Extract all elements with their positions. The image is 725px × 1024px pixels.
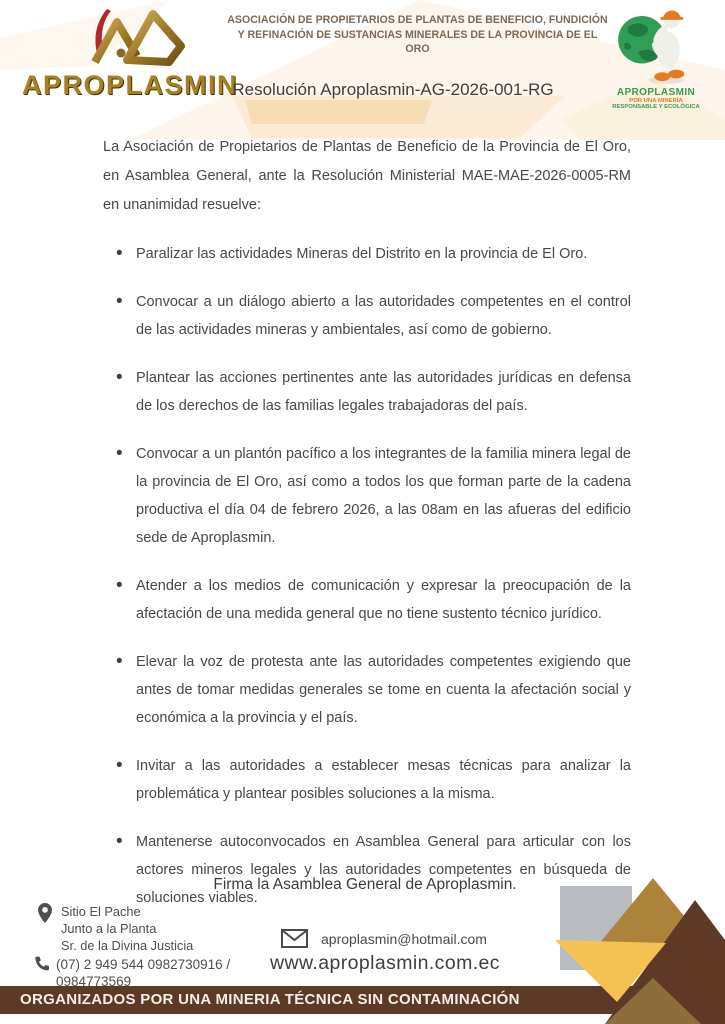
- signature-line: Firma la Asamblea General de Aproplasmin.: [213, 876, 517, 893]
- address-line2: Junto a la Planta: [61, 921, 157, 936]
- logo-wordmark: APROPLASMIN: [22, 70, 239, 100]
- association-name-line2: Y REFINACIÓN DE SUSTANCIAS MINERALES DE LA PROVINCIA DE EL ORO: [237, 28, 598, 55]
- phone-line2: 0984773569: [56, 974, 132, 989]
- address-line1: Sitio El Pache: [61, 904, 141, 919]
- resolution-item: • Paralizar las actividades Mineras del Distrito en la provincia de El Oro.: [116, 240, 631, 268]
- resolution-list: [103, 240, 631, 912]
- eco-logo-tagline1: POR UNA MINERÍA: [629, 98, 683, 104]
- intro-paragraph: La Asociación de Propietarios de Plantas de Beneficio de la Provincia de El Oro, en Asamblea General, ante la Resolución Ministerial MAE-MAE-2026-0005-RM en unanimidad resuelve:: [103, 139, 631, 213]
- resolution-item: • Plantear las acciones pertinentes ante las autoridades jurídicas en defensa de los derechos de las familias legales trabajadoras del país.: [116, 364, 631, 420]
- resolution-item: • Convocar a un diálogo abierto a las autoridades competentes en el control de las actividades mineras y ambientales, así como de gobierno.: [116, 288, 631, 344]
- resolution-title: Resolución Aproplasmin-AG-2026-001-RG: [232, 80, 554, 99]
- resolution-item: • Atender a los medios de comunicación y expresar la preocupación de la afectación de una medida general que no tiene sustento técnico jurídico.: [116, 572, 631, 628]
- envelope-icon: [281, 929, 308, 948]
- address-line3: Sr. de la Divina Justicia: [61, 938, 194, 953]
- resolution-item: • Invitar a las autoridades a establecer mesas técnicas para analizar la problemática y plantear posibles soluciones a la misma.: [116, 752, 631, 808]
- association-name: [225, 13, 610, 57]
- aproplasmin-monogram-icon: [65, 6, 193, 72]
- phone-block: [33, 956, 230, 990]
- email-block: [281, 929, 487, 948]
- association-name-line1: ASOCIACIÓN DE PROPIETARIOS DE PLANTAS DE BENEFICIO, FUNDICIÓN: [227, 14, 608, 26]
- email-address[interactable]: aproplasmin@hotmail.com: [321, 930, 487, 947]
- eco-logo-brand: APROPLASMIN: [616, 87, 696, 98]
- phone-icon: [33, 956, 49, 972]
- eco-logo-tagline2: RESPONSABLE Y ECOLÓGICA: [612, 104, 700, 110]
- mascot-globe-icon: [612, 4, 700, 86]
- phone-line1: (07) 2 949 544 0982730916 /: [56, 957, 231, 972]
- aproplasmin-logo: [22, 6, 239, 101]
- resolution-item: • Elevar la voz de protesta ante las autoridades competentes exigiendo que antes de tomar medidas generales se tome en cuenta la afectación social y económica a la provincia y el país.: [116, 648, 631, 732]
- document-body: [103, 133, 631, 912]
- resolution-item: • Mantenerse autoconvocados en Asamblea General para articular con los actores mineros legales y las autoridades competentes en búsqueda de soluciones viables.: [116, 828, 631, 912]
- corner-triangles-graphic: [553, 866, 725, 1024]
- location-pin-icon: [38, 903, 52, 923]
- footer-banner: ORGANIZADOS POR UNA MINERIA TÉCNICA SIN CONTAMINACIÓN: [0, 986, 725, 1014]
- address-block: [38, 903, 193, 954]
- website-url[interactable]: www.aproplasmin.com.ec: [270, 952, 500, 974]
- resolution-item: • Convocar a un plantón pacífico a los integrantes de la familia minera legal de la provincia de El Oro, así como a todos los que forman parte de la cadena productiva el día 04 de febrero 2026, a las 08am en las afueras del edificio sede de Aproplasmin.: [116, 440, 631, 552]
- eco-mascot-logo: [598, 4, 714, 110]
